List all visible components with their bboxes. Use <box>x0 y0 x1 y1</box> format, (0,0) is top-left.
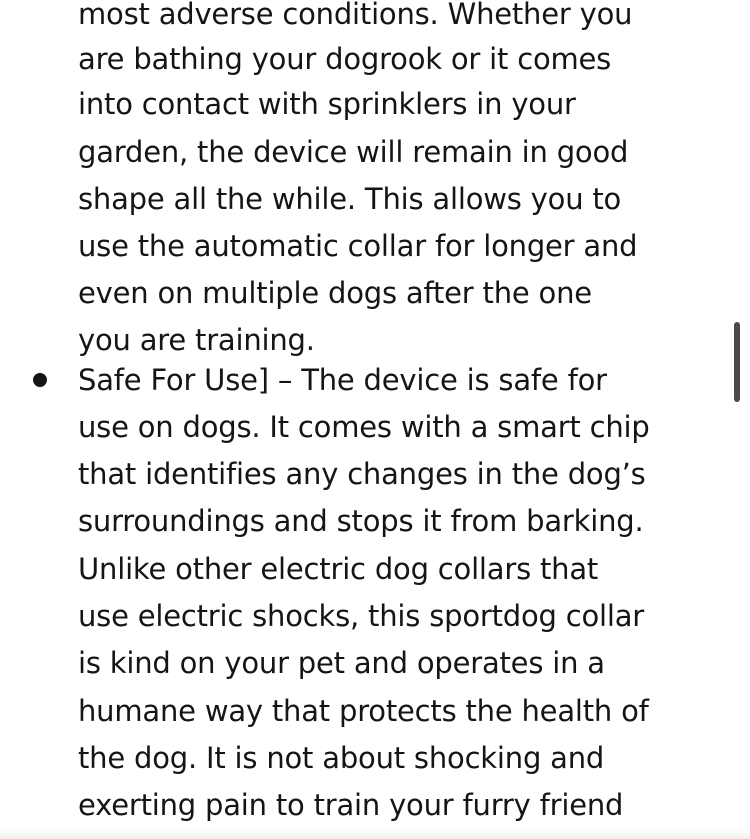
bullet-text-line: is kind on your pet and operates in a <box>78 646 605 680</box>
bullet-text-line: use on dogs. It comes with a smart chip <box>78 410 650 444</box>
bullet-text-line: humane way that protects the health of <box>78 694 649 728</box>
text-line: you are training. <box>78 323 315 357</box>
text-line: even on multiple dogs after the one <box>78 276 592 310</box>
text-line: use the automatic collar for longer and <box>78 229 638 263</box>
text-line: garden, the device will remain in good <box>78 135 629 169</box>
text-line: shape all the while. This allows you to <box>78 182 622 216</box>
bullet-text-line: surroundings and stops it from barking. <box>78 504 644 538</box>
text-line: are bathing your dogrook or it comes <box>78 42 612 76</box>
scrollbar-thumb[interactable] <box>734 322 740 402</box>
bullet-text-line: Unlike other electric dog collars that <box>78 552 599 586</box>
bullet-text-line: use electric shocks, this sportdog collar <box>78 599 645 633</box>
bullet-text-line: that identifies any changes in the dog’s <box>78 457 646 491</box>
text-line: most adverse conditions. Whether you <box>78 0 633 31</box>
bottom-edge-shadow <box>0 829 750 839</box>
bullet-text-line: the dog. It is not about shocking and <box>78 741 605 775</box>
bullet-text-line: Safe For Use] – The device is safe for <box>78 363 607 397</box>
bullet-point <box>33 373 47 387</box>
text-line: into contact with sprinklers in your <box>78 87 576 121</box>
bullet-text-line: exerting pain to train your furry friend <box>78 788 624 822</box>
